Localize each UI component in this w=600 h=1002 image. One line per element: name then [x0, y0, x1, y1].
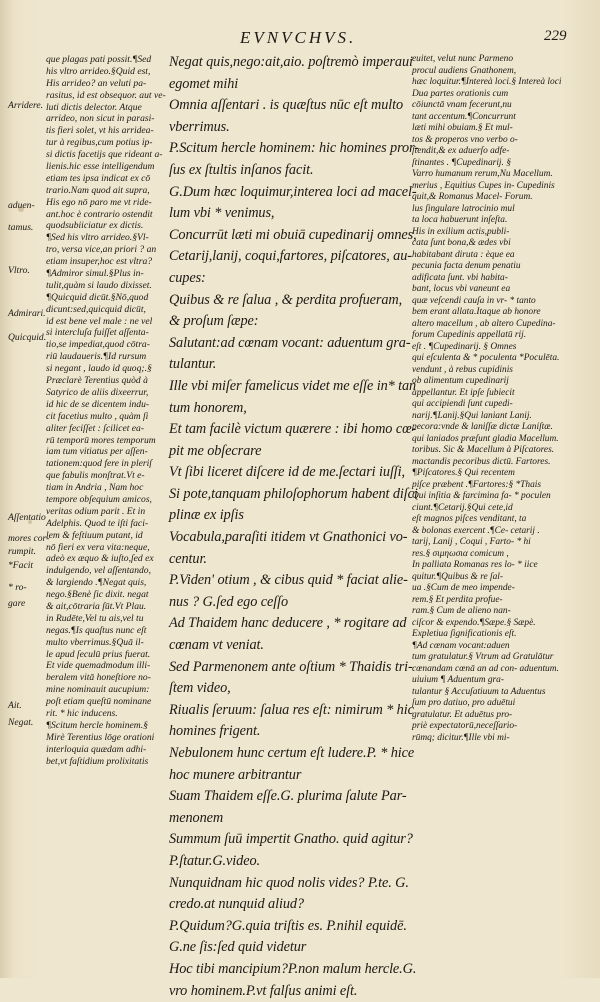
commentary-line: iam tum vitiatus per aſſen-: [46, 446, 148, 458]
verse-line: centur.: [169, 550, 207, 567]
commentary-line: euitet, velut nunc Parmeno: [412, 54, 514, 64]
commentary-line: eſt magnos piſces venditant, ta: [412, 514, 527, 524]
commentary-line: indulgendo, vel aſſentando,: [46, 565, 151, 577]
commentary-line: læti mihi obuiam.§ Et mul-: [412, 123, 513, 133]
commentary-line: quitur.¶Quibus & re ſal-: [412, 571, 504, 582]
commentary-line: ob alimentum cupedinarij: [412, 376, 509, 386]
commentary-line: gratulatur. Et aduētus pro-: [412, 709, 513, 720]
running-title: EVNVCHVS.: [240, 28, 357, 47]
commentary-line: ¶Piſcatores.§ Qui recentem: [412, 468, 515, 478]
commentary-line: Dua partes orationis cum: [412, 88, 509, 99]
commentary-line: dicunt:sed,quicquid dicūt,: [46, 303, 146, 315]
commentary-line: bant, locus vbi vaneunt ea: [412, 284, 511, 294]
commentary-line: & ait,cōtraria ſūt.Vt Plau.: [46, 600, 147, 612]
commentary-line: toribus. Sic & Macellum à Piſcatores.: [412, 445, 555, 455]
verse-line: egomet mihi: [169, 75, 239, 92]
commentary-line: ¶Sed his vltro arrideo.§Vl-: [46, 232, 149, 244]
commentary-line: appellantur. Et ipſe ſubiecit: [412, 387, 515, 398]
commentary-line: lem & feſtiuum putant, id: [46, 529, 143, 541]
commentary-line: id est bene vel male : ne vel: [46, 315, 153, 327]
commentary-line: procul audiens Gnathonem,: [412, 65, 517, 76]
verse-line: Quibus & re ſalua , & perdita profueram,: [169, 291, 403, 308]
commentary-line: & bolonas exercent .¶Ce- cetarij .: [412, 525, 540, 536]
commentary-right-column: [412, 54, 562, 744]
verse-line: lum vbi * venimus,: [169, 205, 275, 222]
commentary-line: qui laniados præſunt gladia Macellum.: [412, 433, 559, 444]
commentary-line: etiam tes ipsa indicat ex cō: [46, 172, 151, 184]
commentary-line: cōiunctā vnam fecerunt,nu: [412, 100, 512, 110]
commentary-line: hæc loquitur.¶Intereà loci.§ Intereà loci: [412, 77, 562, 87]
verse-line: Summum ſuū impertit Gnatho. quid agitur?: [169, 831, 413, 848]
commentary-line: aliter feciſſet : ſcilicet ea-: [46, 422, 145, 434]
commentary-line: mine nominauit aucupium:: [46, 684, 150, 696]
commentary-line: id hic de se dicentem indu-: [46, 398, 150, 410]
commentary-line: que fabulis monſtrat.Vt e-: [46, 470, 145, 482]
margin-gloss: Ait.: [8, 700, 22, 711]
margin-gloss: * ro-: [8, 582, 27, 593]
verse-line: ſus ex ſtultis inſanos facit.: [169, 161, 314, 178]
ink-stain: [28, 520, 32, 524]
commentary-line: interloquia quædam adhi-: [46, 743, 147, 755]
verse-line: nus ? G.ſed ego ceſſo: [169, 593, 288, 610]
commentary-line: si dictis facetijs que rideant a-: [46, 149, 163, 161]
commentary-line: ¶Admiror simul.§Plus in-: [46, 268, 144, 280]
verse-line: Vt ſibi liceret diſcere id de me.ſectari iuſſi,: [169, 464, 406, 481]
commentary-line: ſtinantes . ¶Cupedinarij. §: [412, 157, 511, 168]
commentary-line: tiam in Andria , Nam hoc: [46, 482, 144, 494]
verse-line: Si pote,tanquam philoſophorum habent diſci: [169, 485, 418, 502]
margin-gloss: gare: [8, 598, 26, 609]
commentary-line: Satyrico de aliis dixeerrur,: [46, 386, 149, 398]
commentary-line: ¶Scitum hercle hominem.§: [46, 719, 148, 731]
commentary-line: rū temporū mores temporum: [46, 434, 156, 446]
verse-line: Vocabula,paraſiti itidem vt Gnathonici vo-: [169, 529, 408, 546]
commentary-line: qui accipiendi ſunt cupedi-: [412, 399, 513, 409]
commentary-line: ram.§ Cum de alieno nan-: [412, 606, 511, 616]
commentary-line: rit. * hic inducens.: [46, 707, 118, 719]
verse-line: Ad Thaidem hanc deducere , * rogitare ad: [169, 615, 407, 632]
commentary-line: pecora:vnde & laniſſæ dictæ Laniſtæ.: [412, 422, 553, 432]
commentary-line: cœnandam cœnā an ad con- aduentum.: [412, 663, 559, 674]
commentary-line: veritas odium parit . Et in: [46, 505, 146, 517]
verse-line: & proſum ſæpe:: [169, 313, 259, 330]
verse-line: Hoc tibi mancipium?P.non malum hercle.G.: [169, 960, 417, 977]
commentary-line: tro, versa vice,an priori ? an: [46, 244, 157, 256]
verse-line: Negat quis,nego:ait,aio. poſtremò imperaui: [169, 54, 413, 70]
verse-line: Nebulonem hunc certum eſt ludere.P. * hice: [169, 745, 415, 761]
commentary-line: ¶Ad cœnam vocant:aduen: [412, 640, 510, 651]
commentary-line: si intercluſa fuiſſet aſſenta-: [46, 327, 149, 339]
commentary-line: forum Cupedinis appellatū rij.: [412, 330, 527, 340]
play-text-column: [169, 52, 419, 1002]
verse-line: P.Scitum hercle hominem: hic homines pror-: [169, 140, 419, 157]
commentary-line: In palliata Romanas res lo- * iice: [412, 560, 538, 570]
verse-line: Sed Parmenonem ante oſtium * Thaidis tri-: [169, 658, 413, 675]
commentary-line: poſt etiam queſtū nominane: [46, 696, 152, 708]
verse-line: Et tam facilè victum quærere : ibi homo cœ-: [169, 421, 417, 438]
commentary-line: tur à regibus,cum potius ip-: [46, 137, 153, 149]
commentary-line: priè expectatorū,neceſſario-: [412, 721, 518, 731]
commentary-line: ciſcor & expendo.¶Sæpe.§ Sæpè.: [412, 617, 536, 628]
margin-gloss: rumpit.: [8, 546, 36, 557]
commentary-line: etiam insuper,hoc est vltra?: [46, 256, 153, 268]
commentary-line: in Rudēte,Vel tu ais,vel tu: [46, 612, 144, 624]
commentary-line: adificata ſunt. vbi habita-: [412, 272, 508, 283]
commentary-line: His ego nō paro me vt ride-: [46, 196, 152, 208]
verse-line: G.Dum hæc loquimur,interea loci ad macel-: [169, 183, 417, 200]
commentary-line: tarij, Lanij , Coqui , Farto- * hi: [412, 537, 531, 547]
margin-gloss: Negat.: [8, 717, 34, 728]
page-number: 229: [544, 28, 567, 44]
commentary-line: tempore obſequium amicos,: [46, 493, 152, 505]
commentary-line: bet,vt faſtidium prolixitatis: [46, 755, 149, 767]
commentary-line: bem erant allata.Itaque ab honore: [412, 307, 541, 317]
commentary-line: habitabant diruta : èque ea: [412, 249, 515, 260]
verse-line: G.ne ſis:ſed quid videtur: [169, 939, 307, 956]
margin-gloss: aduen-: [8, 200, 35, 211]
commentary-line: ſum pro datiuo, pro aduētui: [412, 698, 516, 708]
commentary-line: rem.§ Et perdita profue-: [412, 594, 503, 605]
commentary-line: res.§ σιμηωσια comicum ,: [412, 548, 509, 559]
commentary-line: ¶Quicquid dicūt.§Nō,quod: [46, 291, 149, 303]
margin-gloss: mores cor-: [8, 533, 50, 544]
commentary-line: his vltro arrideo.§Quid est,: [46, 65, 151, 77]
verse-line: Suam Thaidem eſſe.G. plurima ſalute Par-: [169, 788, 407, 805]
verse-line: vro hominem.P.vt falſus animi eſt.: [169, 982, 358, 999]
verse-line: P.Viden' otium , & cibus quid * faciat alie-: [169, 572, 408, 589]
commentary-line: rūmq; dicitur.¶Ille vbi mi-: [412, 732, 510, 743]
commentary-line: Varro humanum rerum,Nu Macellum.: [412, 169, 553, 179]
commentary-line: arrideo, non sicut in parasi-: [46, 113, 155, 125]
commentary-left-column: [46, 54, 168, 767]
commentary-line: ant.hoc è contrario ostendit: [46, 208, 153, 220]
commentary-line: eſt . ¶Cupedinarij. § Omnes: [412, 341, 517, 352]
commentary-line: rasitus, id est obsequor. aut ve-: [46, 89, 166, 101]
commentary-line: tant accentum.¶Concurrunt: [412, 111, 516, 122]
commentary-line: Adelphis. Quod te iſti faci-: [46, 517, 149, 529]
margin-gloss: tamus.: [8, 222, 34, 233]
commentary-line: His arrideo? an veluti pa-: [46, 77, 147, 89]
verse-line: Concurrūt læti mi obuiā cupedinarij omnes,: [169, 226, 417, 243]
commentary-line: beralem vitā honeſtiore no-: [46, 672, 151, 684]
commentary-line: quæ veſcendi cauſa in vr- * tanto: [412, 295, 536, 306]
commentary-line: lienis.hic esse intelligendum: [46, 161, 155, 173]
commentary-line: nego.§Benè ſic dixit. negat: [46, 589, 149, 601]
verse-line: vberrimus.: [169, 118, 230, 135]
commentary-line: ua .§Cum de meo impende-: [412, 583, 515, 593]
commentary-line: que plagas pati possit.¶Sed: [46, 54, 152, 65]
margin-gloss: Quicquid.: [8, 332, 47, 343]
commentary-line: negas.¶Is quaſtus nunc eſt: [46, 624, 147, 636]
commentary-line: narij.¶Lanij.§Qui laniant Lanij.: [412, 410, 532, 421]
verse-line: credo.at nunquid aliud?: [169, 896, 304, 913]
commentary-line: Expletiua ſignificationis eſt.: [412, 629, 517, 639]
commentary-line: tum gratulatur.§ Vtrum ad Gratulātur: [412, 652, 554, 662]
commentary-line: nō fieri ex vera vita:neque,: [46, 541, 150, 553]
margin-gloss: *Facit: [8, 560, 34, 571]
commentary-line: tio,se impediat,quod cōtra-: [46, 339, 150, 351]
margin-gloss: Arridere.: [8, 100, 44, 111]
commentary-line: vendunt , à rebus cupidinis: [412, 364, 513, 375]
verse-line: ſtem video,: [169, 680, 231, 697]
commentary-line: tationem:quod fere in pleriſ: [46, 458, 152, 470]
commentary-line: qui eſculenta & * poculenta *Poculēta.: [412, 353, 560, 363]
verse-line: Ille vbi miſer famelicus videt me eſſe in* tan: [169, 377, 417, 394]
commentary-line: Et vide quemadmodum illi-: [46, 660, 151, 672]
verse-line: pit me obſecrare: [169, 442, 262, 459]
commentary-line: & largiendo .¶Negat quis,: [46, 577, 147, 589]
verse-line: tulantur.: [169, 356, 217, 373]
margin-gloss: Vltro.: [8, 265, 30, 276]
commentary-line: ciunt.¶Cetarij.§Qui cete,id: [412, 502, 513, 513]
verse-line: cœnam vt veniat.: [169, 637, 264, 654]
ink-stain: [18, 206, 24, 212]
commentary-line: piſce præbent .¶Fartores:§ *Thais: [412, 479, 542, 490]
commentary-line: cit facetius multo , quàm ſi: [46, 410, 149, 422]
commentary-line: tulantur § Accuſatiuum ta Aduentus: [412, 686, 546, 697]
commentary-line: tis fieri solet, vt his arridea-: [46, 125, 154, 137]
verse-line: hoc munere arbitrantur: [169, 766, 302, 783]
verse-line: cupes:: [169, 269, 206, 286]
verse-line: Cetarij,lanij, coqui,fartores, piſcatores, au-: [169, 248, 412, 265]
commentary-line: trario.Nam quod ait supra,: [46, 184, 150, 196]
commentary-line: Præclarè Terentius quòd à: [46, 375, 148, 387]
commentary-line: uiuium ¶ Aduentum gra-: [412, 675, 504, 685]
commentary-line: tos & properos vno verbo o-: [412, 134, 518, 145]
verse-line: P.ſtatur.G.video.: [169, 852, 260, 869]
commentary-line: si negant , laudo id quoq;.§: [46, 363, 152, 375]
commentary-line: pecunia facta denum penatiu: [412, 261, 521, 271]
commentary-line: riū laudaueris.¶Id rursum: [46, 351, 147, 363]
commentary-line: quodsubiiciatur ex dictis.: [46, 220, 144, 232]
commentary-line: ta loca habuerunt inſeſta.: [412, 215, 508, 225]
commentary-line: altero macellum , ab altero Cupedina-: [412, 318, 556, 329]
verse-line: menonem: [169, 809, 224, 826]
commentary-line: ſtendit,& ex aduerſo adfe-: [412, 146, 510, 156]
margin-gloss: Admirari.: [8, 308, 46, 319]
commentary-line: His in exilium actis,publi-: [412, 226, 510, 237]
verse-line: Riualis ſeruum: ſalua res eſt: nimirum * hic: [169, 701, 414, 718]
commentary-line: quit,& Romanus Macel- Forum.: [412, 192, 533, 202]
commentary-line: Qui inſitia & farcimina fa- * poculen: [412, 491, 551, 501]
page-header: [0, 28, 600, 52]
margin-gloss: Aſſentatio: [8, 512, 46, 523]
verse-line: homines frigent.: [169, 723, 261, 740]
verse-line: Salutant:ad cœnam vocant: aduentum gra-: [169, 334, 411, 351]
verse-line: Nunquidnam hic quod nolis vides? P.te. G.: [169, 874, 409, 891]
commentary-line: adeò ex æquo & iuſto,ſed ex: [46, 553, 154, 565]
commentary-line: cata ſunt bona,& ædes vbi: [412, 238, 511, 248]
commentary-line: merius , Equitius Cupes in- Cupedinis: [412, 180, 555, 191]
verse-line: P.Quidum?G.quia triſtis es. P.nihil equidē.: [169, 917, 407, 934]
commentary-line: mactandis pecoribus dictū. Fartores.: [412, 456, 551, 467]
commentary-line: tulit,quàm si laudo dixisset.: [46, 279, 152, 291]
verse-line: plinæ ex ipſis: [169, 507, 244, 524]
commentary-line: le apud ſeculū prius fuerat.: [46, 648, 151, 660]
verse-line: Omnia aſſentari . is quæſtus nūc eſt multo: [169, 97, 404, 114]
verse-line: tum honorem,: [169, 399, 247, 416]
commentary-line: multo vberrimus.§Quā il-: [46, 636, 144, 648]
commentary-line: lus ſingulare latrocinio mul: [412, 203, 515, 214]
commentary-line: Mirè Terentius lōge orationi: [46, 731, 155, 743]
commentary-line: luti dictis delector. Atque: [46, 101, 142, 113]
